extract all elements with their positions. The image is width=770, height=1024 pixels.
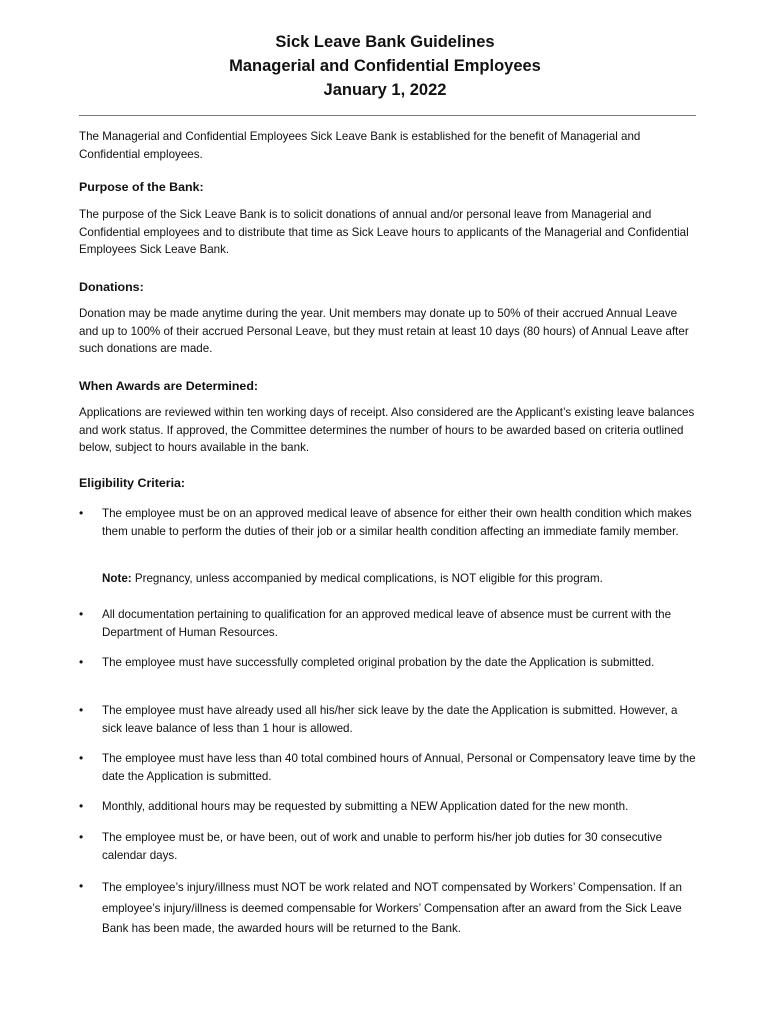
bullet-icon: • xyxy=(79,607,84,621)
bullet-icon: • xyxy=(79,703,84,717)
purpose-paragraph: The purpose of the Sick Leave Bank is to solicit donations of annual and/or personal leave from Managerial and Confidential employees and to distribute that time as Sick Leave hours to applicants of the Managerial and Confidential Employees Sick Leave Bank. xyxy=(79,208,689,257)
note-text: Pregnancy, unless accompanied by medical complications, is NOT eligible for this program. xyxy=(131,572,603,585)
document-subtitle: Managerial and Confidential Employees xyxy=(229,57,541,75)
intro-paragraph: The Managerial and Confidential Employees Sick Leave Bank is established for the benefit of Managerial and Confidential employees. xyxy=(79,130,641,161)
eligibility-item-text: All documentation pertaining to qualification for an approved medical leave of absence must be current with the Department of Human Resources. xyxy=(102,608,672,639)
bullet-icon: • xyxy=(79,879,84,893)
bullet-icon: • xyxy=(79,655,84,669)
bullet-icon: • xyxy=(79,751,84,765)
donations-heading: Donations: xyxy=(79,280,144,294)
awards-paragraph: Applications are reviewed within ten working days of receipt. Also considered are the Applicant’s existing leave balances and work status. If approved, the Committee determines the number of hours to be awarded based on criteria outlined below, subject to hours available in the bank. xyxy=(79,406,695,455)
eligibility-item-text: The employee must have already used all his/her sick leave by the date the Application is submitted. However, a sick leave balance of less than 1 hour is allowed. xyxy=(102,704,678,735)
document-title: Sick Leave Bank Guidelines xyxy=(275,33,495,51)
purpose-heading: Purpose of the Bank: xyxy=(79,180,204,194)
bullet-icon: • xyxy=(79,830,84,844)
eligibility-item-text: Monthly, additional hours may be requested by submitting a NEW Application dated for the new month. xyxy=(102,800,629,813)
title-block xyxy=(0,30,770,102)
awards-heading: When Awards are Determined: xyxy=(79,379,259,393)
eligibility-item-text: The employee’s injury/illness must NOT be work related and NOT compensated by Workers’ Compensation. If an employee’s injury/illness is deemed compensable for Workers’ Compensation after an award from the Sick Leave Bank has been made, the awarded hours will be returned to the Bank. xyxy=(102,881,682,935)
donations-paragraph: Donation may be made anytime during the year. Unit members may donate up to 50% of their accrued Annual Leave and up to 100% of their accrued Personal Leave, but they must retain at least 10 days (80 hours) of Annual Leave after such donations are made. xyxy=(79,307,689,356)
bullet-icon: • xyxy=(79,799,84,813)
eligibility-item-text: The employee must be, or have been, out of work and unable to perform his/her job duties for 30 consecutive calendar days. xyxy=(102,831,663,862)
eligibility-item-text: The employee must be on an approved medical leave of absence for either their own health condition which makes them unable to perform the duties of their job or a similar health condition affecting an immediate family member. xyxy=(102,507,692,538)
title-divider xyxy=(79,115,696,116)
pregnancy-note xyxy=(102,570,702,588)
eligibility-heading: Eligibility Criteria: xyxy=(79,476,186,490)
eligibility-item-text: The employee must have less than 40 total combined hours of Annual, Personal or Compensatory leave time by the date the Application is submitted. xyxy=(102,752,696,783)
document-date: January 1, 2022 xyxy=(323,81,447,99)
eligibility-item-text: The employee must have successfully completed original probation by the date the Application is submitted. xyxy=(102,656,655,669)
bullet-icon: • xyxy=(79,506,84,520)
note-label: Note: xyxy=(102,572,132,585)
